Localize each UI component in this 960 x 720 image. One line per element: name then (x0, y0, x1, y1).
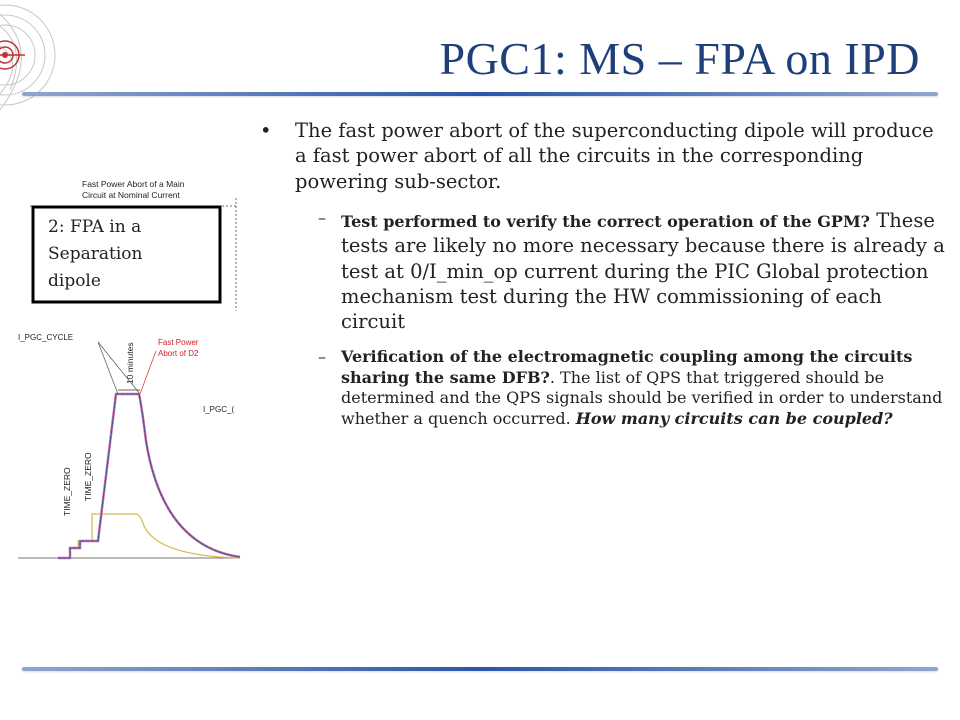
footer-divider (22, 667, 938, 671)
lhc-logo-icon (0, 0, 70, 130)
label-fpa-line2: Abort of D2 (158, 349, 199, 358)
slide-title: PGC1: MS – FPA on IPD (439, 33, 920, 84)
label-fpa-line1: Fast Power (158, 338, 199, 347)
sub-item-gpm (258, 208, 948, 335)
sub-item-coupling-emphasis: How many circuits can be coupled? (575, 409, 893, 429)
sub-item-gpm-text: These tests are likely no more necessary because there is already a test at 0/I_min_op current during the PIC Global protection mechanism test during the HW commissioning of each circuit (341, 209, 945, 334)
bullet-item (258, 118, 948, 194)
sub-item-coupling-text: . The list of QPS that triggered should be determined and the QPS signals should be verified in order to understand whether a quench occurred. (341, 367, 943, 429)
bullet-marker: • (260, 119, 272, 142)
pointer-fpa (140, 351, 156, 394)
curve-yellow (58, 514, 240, 558)
figure-header-line2: Circuit at Nominal Current (82, 190, 180, 200)
slide-content (258, 118, 948, 430)
label-time-zero-2: TIME_ZERO (83, 452, 93, 501)
fpa-timing-figure (18, 176, 243, 566)
sub-item-coupling (258, 347, 948, 430)
sub-item-marker: – (318, 208, 326, 228)
bullet-text: The fast power abort of the superconducting dipole will produce a fast power abort of all the circuits in the corresponding powering sub-sector. (295, 119, 934, 193)
fpa-box-line3: dipole (48, 271, 101, 291)
pointer-cycle-left (98, 342, 118, 394)
sub-item-gpm-question: Test performed to verify the correct operation of the GPM? (341, 212, 871, 232)
sub-item-marker: – (318, 346, 326, 366)
label-time-zero-1: TIME_ZERO (62, 467, 72, 516)
fpa-box-line2: Separation (48, 244, 143, 264)
label-ten-minutes: 10 minutes (125, 342, 135, 384)
sub-item-coupling-question: Verification of the electromagnetic coupling among the circuits sharing the same DFB? (341, 346, 913, 387)
label-pgc-right: I_PGC_( (203, 405, 235, 414)
label-pgc-cycle: I_PGC_CYCLE (18, 333, 74, 342)
title-divider (22, 92, 938, 96)
fpa-box-line1: 2: FPA in a (48, 217, 142, 237)
figure-header-line1: Fast Power Abort of a Main (82, 179, 185, 189)
